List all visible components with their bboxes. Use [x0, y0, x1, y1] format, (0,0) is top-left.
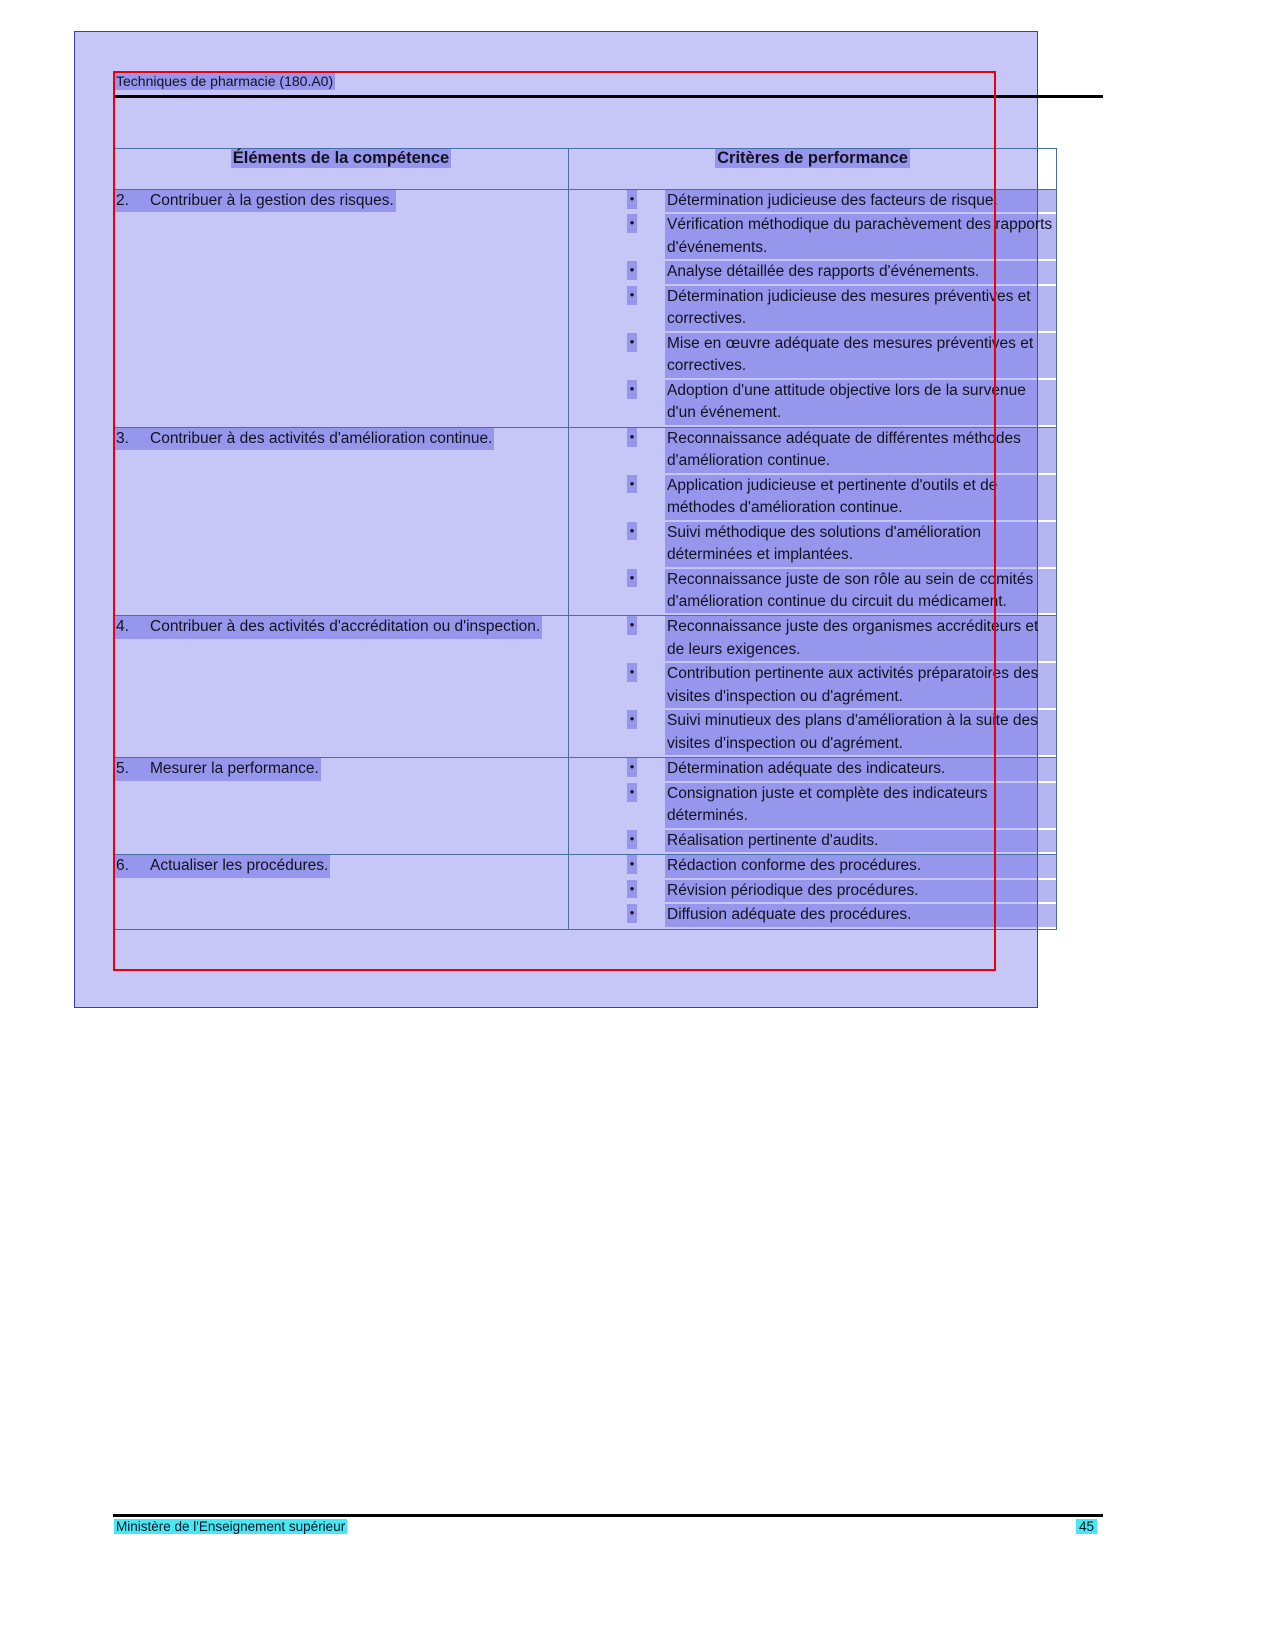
bullet-icon: •: [627, 261, 637, 280]
bullet-icon: •: [627, 214, 637, 233]
footer-page-number: 45: [1076, 1519, 1097, 1534]
element-cell: [114, 855, 569, 929]
element-cell: [114, 758, 569, 855]
bullet-icon: •: [627, 475, 637, 494]
bullet-icon: •: [627, 880, 637, 899]
header-label-elements: Éléments de la compétence: [232, 149, 450, 167]
element-number: 3.: [114, 428, 148, 450]
bullet-icon: •: [627, 710, 637, 729]
bullet-icon: •: [627, 428, 637, 447]
bullet-icon: •: [627, 855, 637, 874]
criteria-text: Contribution pertinente aux activités préparatoires des visites d'inspection ou d'agrément.: [665, 663, 1056, 708]
table-row: [114, 190, 1057, 428]
criteria-text: Révision périodique des procédures.: [665, 880, 1056, 902]
bullet-icon: •: [627, 286, 637, 305]
bullet-icon: •: [627, 663, 637, 682]
criteria-text: Détermination judicieuse des facteurs de risque.: [665, 190, 1056, 212]
bullet-icon: •: [627, 380, 637, 399]
criteria-text: Rédaction conforme des procédures.: [665, 855, 1056, 877]
list-item: [569, 904, 1056, 926]
element-label: Actualiser les procédures.: [148, 855, 330, 877]
header-label-criteria: Critères de performance: [717, 149, 908, 167]
competency-table: [113, 148, 1057, 930]
criteria-text: Vérification méthodique du parachèvement des rapports d'événements.: [665, 214, 1056, 259]
criteria-text: Suivi méthodique des solutions d'amélioration déterminées et implantées.: [665, 522, 1056, 567]
element-cell: [114, 616, 569, 758]
list-item: [569, 880, 1056, 902]
criteria-text: Adoption d'une attitude objective lors de la survenue d'un événement.: [665, 380, 1056, 425]
criteria-list: [569, 758, 1056, 852]
list-item: [569, 522, 1056, 567]
element-label: Contribuer à des activités d'amélioration continue.: [148, 428, 494, 450]
criteria-cell: [569, 427, 1057, 616]
bullet-icon: •: [627, 904, 637, 923]
table-row: [114, 427, 1057, 616]
criteria-text: Détermination adéquate des indicateurs.: [665, 758, 1056, 780]
bullet-icon: •: [627, 569, 637, 588]
criteria-text: Diffusion adéquate des procédures.: [665, 904, 1056, 926]
criteria-cell: [569, 616, 1057, 758]
criteria-cell: [569, 758, 1057, 855]
element-label: Contribuer à la gestion des risques.: [148, 190, 396, 212]
list-item: [569, 663, 1056, 708]
list-item: [569, 758, 1056, 780]
criteria-text: Reconnaissance juste de son rôle au sein de comités d'amélioration continue du circuit du médicament.: [665, 569, 1056, 614]
list-item: [569, 710, 1056, 755]
list-item: [569, 380, 1056, 425]
element-cell: [114, 427, 569, 616]
document-header-title: Techniques de pharmacie (180.A0): [116, 73, 334, 89]
criteria-text: Application judicieuse et pertinente d'outils et de méthodes d'amélioration continue.: [665, 475, 1056, 520]
bullet-icon: •: [627, 333, 637, 352]
bullet-icon: •: [627, 758, 637, 777]
element-label: Mesurer la performance.: [148, 758, 321, 780]
element-number: 4.: [114, 616, 148, 638]
element-label: Contribuer à des activités d'accréditation ou d'inspection.: [148, 616, 542, 638]
list-item: [569, 428, 1056, 473]
list-item: [569, 475, 1056, 520]
criteria-text: Reconnaissance adéquate de différentes méthodes d'amélioration continue.: [665, 428, 1056, 473]
list-item: [569, 261, 1056, 283]
bullet-icon: •: [627, 616, 637, 635]
list-item: [569, 333, 1056, 378]
criteria-list: [569, 855, 1056, 926]
criteria-text: Suivi minutieux des plans d'amélioration à la suite des visites d'inspection ou d'agrément.: [665, 710, 1056, 755]
criteria-text: Consignation juste et complète des indicateurs déterminés.: [665, 783, 1056, 828]
element-number: 5.: [114, 758, 148, 780]
footer-rule: [113, 1514, 1103, 1517]
list-item: [569, 214, 1056, 259]
table-header-row: [114, 149, 1057, 190]
bullet-icon: •: [627, 190, 637, 209]
list-item: [569, 783, 1056, 828]
criteria-list: [569, 428, 1056, 614]
criteria-list: [569, 190, 1056, 425]
table-row: [114, 616, 1057, 758]
criteria-cell: [569, 855, 1057, 929]
list-item: [569, 569, 1056, 614]
table-row: [114, 758, 1057, 855]
header-rule: [113, 95, 1103, 98]
criteria-list: [569, 616, 1056, 755]
list-item: [569, 830, 1056, 852]
bullet-icon: •: [627, 783, 637, 802]
list-item: [569, 286, 1056, 331]
bullet-icon: •: [627, 830, 637, 849]
list-item: [569, 190, 1056, 212]
criteria-text: Réalisation pertinente d'audits.: [665, 830, 1056, 852]
criteria-text: Analyse détaillée des rapports d'événements.: [665, 261, 1056, 283]
element-number: 2.: [114, 190, 148, 212]
header-cell-criteria: [569, 149, 1057, 190]
footer-ministry-label: Ministère de l'Enseignement supérieur: [116, 1519, 346, 1534]
bullet-icon: •: [627, 522, 637, 541]
list-item: [569, 855, 1056, 877]
list-item: [569, 616, 1056, 661]
criteria-text: Reconnaissance juste des organismes accréditeurs et de leurs exigences.: [665, 616, 1056, 661]
criteria-cell: [569, 190, 1057, 428]
element-number: 6.: [114, 855, 148, 877]
criteria-text: Mise en œuvre adéquate des mesures préventives et correctives.: [665, 333, 1056, 378]
criteria-text: Détermination judicieuse des mesures préventives et correctives.: [665, 286, 1056, 331]
table-row: [114, 855, 1057, 929]
element-cell: [114, 190, 569, 428]
header-cell-elements: [114, 149, 569, 190]
